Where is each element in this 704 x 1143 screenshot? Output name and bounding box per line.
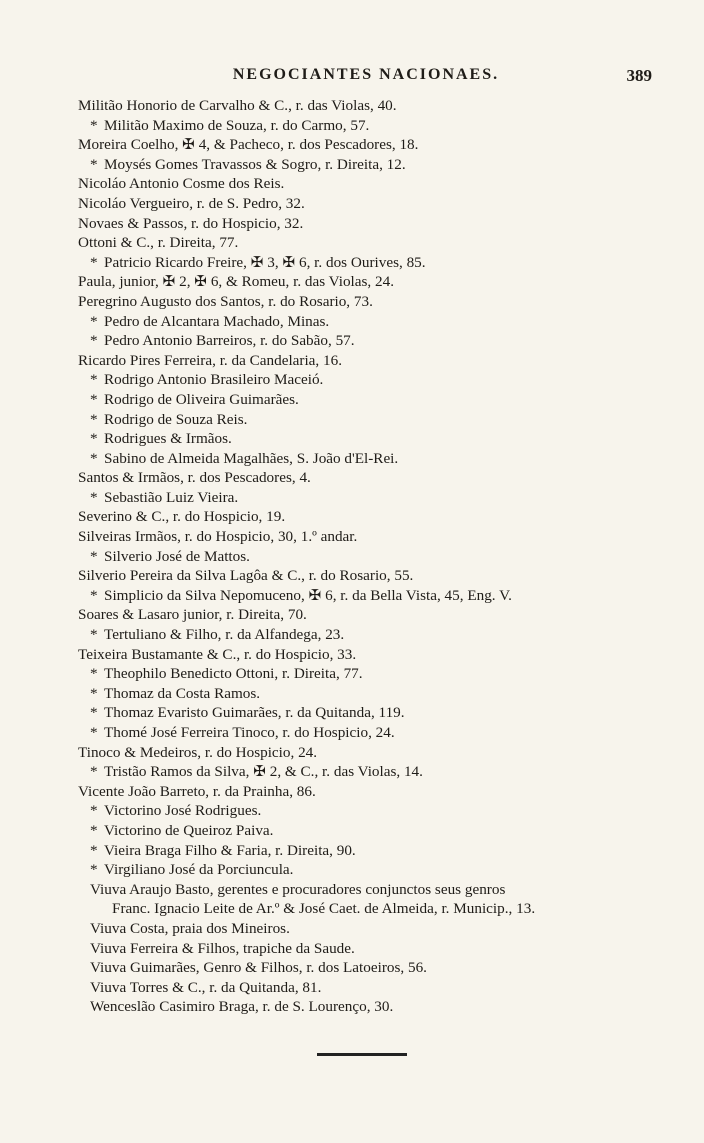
entry-text: Vieira Braga Filho & Faria, r. Direita, 90. (104, 841, 356, 859)
list-item (78, 331, 658, 351)
entry-text: Victorino de Queiroz Paiva. (104, 821, 274, 839)
entry-text: Franc. Ignacio Leite de Ar.º & José Caet. de Almeida, r. Municip., 13. (112, 900, 536, 918)
list-item (78, 233, 658, 253)
page-title: NEGOCIANTES NACIONAES. (232, 66, 500, 83)
list-item (78, 860, 658, 880)
asterisk-marker: * (90, 410, 98, 428)
asterisk-marker: * (90, 763, 98, 781)
asterisk-marker: * (90, 312, 98, 330)
list-item (78, 762, 658, 782)
list-item (78, 312, 658, 332)
entry-text: Pedro de Alcantara Machado, Minas. (104, 312, 330, 330)
asterisk-marker: * (90, 488, 98, 506)
list-item (78, 997, 658, 1017)
asterisk-marker: * (90, 861, 98, 879)
list-item (78, 488, 658, 508)
entry-text: Silveiras Irmãos, r. do Hospicio, 30, 1.º andar. (78, 528, 358, 546)
entry-text: Santos & Irmãos, r. dos Pescadores, 4. (78, 469, 311, 487)
entry-text: Sebastião Luiz Vieira. (104, 488, 239, 506)
entry-text: Militão Maximo de Souza, r. do Carmo, 57. (104, 116, 370, 134)
entry-text: Viuva Guimarães, Genro & Filhos, r. dos Latoeiros, 56. (90, 959, 427, 977)
list-item (78, 919, 658, 939)
list-item (78, 351, 658, 371)
entry-text: Theophilo Benedicto Ottoni, r. Direita, 77. (104, 665, 363, 683)
entry-text: Moreira Coelho, ✠ 4, & Pacheco, r. dos Pescadores, 18. (78, 136, 419, 154)
asterisk-marker: * (90, 449, 98, 467)
list-item (78, 135, 658, 155)
list-item (78, 664, 658, 684)
list-item (78, 410, 658, 430)
asterisk-marker: * (90, 332, 98, 350)
entry-text: Nicoláo Vergueiro, r. de S. Pedro, 32. (78, 194, 305, 212)
entry-text: Patricio Ricardo Freire, ✠ 3, ✠ 6, r. dos Ourives, 85. (104, 253, 426, 271)
asterisk-marker: * (90, 684, 98, 702)
asterisk-marker: * (90, 430, 98, 448)
entry-text: Victorino José Rodrigues. (104, 802, 262, 820)
entry-text: Nicoláo Antonio Cosme dos Reis. (78, 175, 285, 193)
list-item (78, 507, 658, 527)
list-item (78, 96, 658, 116)
asterisk-marker: * (90, 253, 98, 271)
list-item (78, 468, 658, 488)
list-item (78, 155, 658, 175)
list-item (78, 547, 658, 567)
entry-text: Ricardo Pires Ferreira, r. da Candelaria, 16. (78, 351, 343, 369)
entry-text: Viuva Torres & C., r. da Quitanda, 81. (90, 978, 322, 996)
entry-text: Thomaz da Costa Ramos. (104, 684, 261, 702)
entry-text: Thomé José Ferreira Tinoco, r. do Hospicio, 24. (104, 724, 395, 741)
entry-text: Simplicio da Silva Nepomuceno, ✠ 6, r. da Bella Vista, 45, Eng. V. (104, 586, 512, 604)
asterisk-marker: * (90, 704, 98, 722)
list-item (78, 370, 658, 390)
entry-text: Thomaz Evaristo Guimarães, r. da Quitanda, 119. (104, 704, 405, 722)
entry-text: Soares & Lasaro junior, r. Direita, 70. (78, 606, 307, 624)
merchant-list (78, 96, 658, 1017)
entry-text: Pedro Antonio Barreiros, r. do Sabão, 57. (104, 332, 355, 350)
closing-rule (317, 1053, 407, 1056)
entry-text: Peregrino Augusto dos Santos, r. do Rosario, 73. (78, 292, 373, 310)
entry-text: Rodrigo de Souza Reis. (104, 410, 248, 428)
list-item (78, 527, 658, 547)
list-item (78, 116, 658, 136)
entry-text: Rodrigo de Oliveira Guimarães. (104, 390, 299, 408)
list-item (78, 429, 658, 449)
list-item (78, 605, 658, 625)
asterisk-marker: * (90, 841, 98, 859)
list-item (78, 899, 658, 919)
list-item (78, 566, 658, 586)
page-header (80, 66, 652, 92)
entry-text: Paula, junior, ✠ 2, ✠ 6, & Romeu, r. das Violas, 24. (78, 273, 394, 291)
list-item (78, 801, 658, 821)
entry-text: Viuva Costa, praia dos Mineiros. (90, 919, 290, 937)
entry-text: Novaes & Passos, r. do Hospicio, 32. (78, 214, 304, 232)
asterisk-marker: * (90, 626, 98, 644)
list-item (78, 253, 658, 273)
list-item (78, 958, 658, 978)
entry-text: Rodrigo Antonio Brasileiro Maceió. (104, 371, 324, 389)
list-item (78, 449, 658, 469)
entry-text: Ottoni & C., r. Direita, 77. (78, 234, 239, 252)
entry-text: Viuva Ferreira & Filhos, trapiche da Saude. (90, 939, 355, 957)
list-item (78, 703, 658, 723)
entry-text: Wenceslão Casimiro Braga, r. de S. Lourenço, 30. (90, 998, 394, 1016)
entry-text: Silverio José de Mattos. (104, 547, 250, 565)
page-number: 389 (626, 66, 652, 85)
entry-text: Tertuliano & Filho, r. da Alfandega, 23. (104, 626, 345, 644)
list-item (78, 292, 658, 312)
list-item (78, 272, 658, 292)
list-item (78, 782, 658, 802)
asterisk-marker: * (90, 802, 98, 820)
list-item (78, 821, 658, 841)
asterisk-marker: * (90, 821, 98, 839)
asterisk-marker: * (90, 390, 98, 408)
list-item (78, 586, 658, 606)
asterisk-marker: * (90, 586, 98, 604)
asterisk-marker: * (90, 116, 98, 134)
asterisk-marker: * (90, 665, 98, 683)
entry-text: Moysés Gomes Travassos & Sogro, r. Direita, 12. (104, 155, 406, 173)
entry-text: Silverio Pereira da Silva Lagôa & C., r. do Rosario, 55. (78, 567, 414, 585)
asterisk-marker: * (90, 724, 98, 741)
list-item (78, 743, 658, 763)
list-item (78, 978, 658, 998)
list-item (78, 174, 658, 194)
entry-text: Tristão Ramos da Silva, ✠ 2, & C., r. das Violas, 14. (104, 763, 423, 781)
entry-text: Tinoco & Medeiros, r. do Hospicio, 24. (78, 743, 318, 761)
entry-text: Rodrigues & Irmãos. (104, 430, 232, 448)
list-item (78, 645, 658, 665)
entry-text: Severino & C., r. do Hospicio, 19. (78, 508, 286, 526)
entry-text: Teixeira Bustamante & C., r. do Hospicio, 33. (78, 645, 357, 663)
list-item (78, 390, 658, 410)
entry-text: Vicente João Barreto, r. da Prainha, 86. (78, 782, 316, 800)
list-item (78, 684, 658, 704)
asterisk-marker: * (90, 371, 98, 389)
asterisk-marker: * (90, 155, 98, 173)
list-item (78, 939, 658, 959)
list-item (78, 194, 658, 214)
entry-text: Sabino de Almeida Magalhães, S. João d'El-Rei. (104, 449, 399, 467)
list-item (78, 214, 658, 234)
list-item (78, 841, 658, 861)
list-item (78, 723, 658, 743)
list-item (78, 625, 658, 645)
entry-text: Militão Honorio de Carvalho & C., r. das Violas, 40. (78, 97, 397, 114)
entry-text: Virgiliano José da Porciuncula. (104, 861, 294, 879)
entry-text: Viuva Araujo Basto, gerentes e procuradores conjunctos seus genros (90, 880, 506, 898)
list-item (78, 880, 658, 900)
asterisk-marker: * (90, 547, 98, 565)
